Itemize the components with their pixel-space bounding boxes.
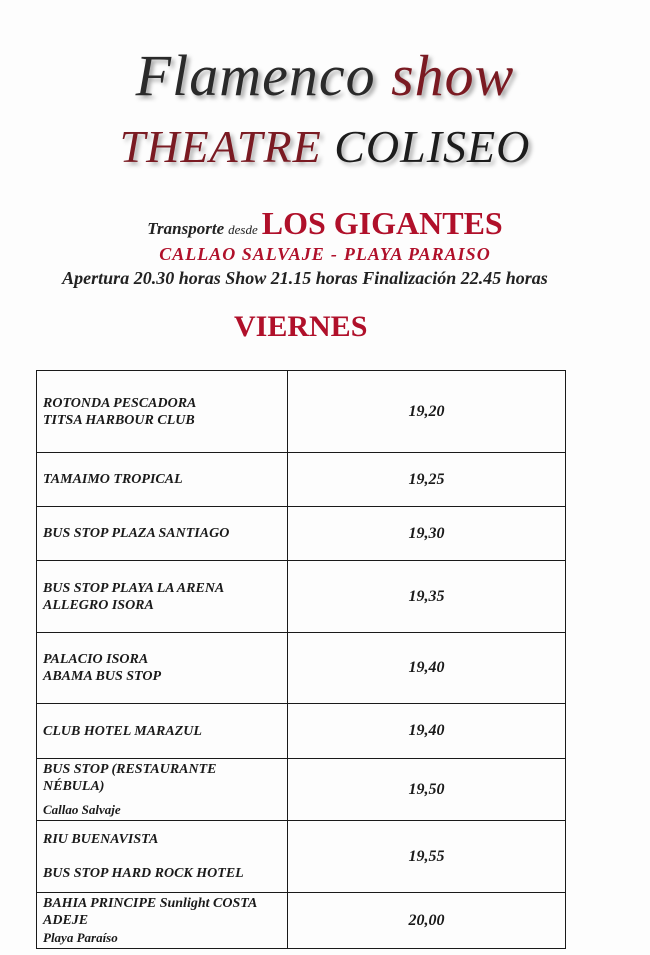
pickup-time: 19,50: [288, 759, 566, 821]
pickup-time: 19,40: [288, 633, 566, 704]
table-row: [37, 704, 566, 759]
show-title: [0, 42, 650, 109]
stop-name: TAMAIMO TROPICAL: [43, 472, 183, 487]
stop-cell: [37, 704, 288, 759]
stop-callao-salvaje: CALLAO SALVAJE: [159, 244, 325, 264]
stop-name: BUS STOP HARD ROCK HOTEL: [43, 866, 244, 881]
stop-name: BAHIA PRINCIPE Sunlight COSTA: [43, 896, 258, 911]
stop-cell: [37, 893, 288, 949]
stop-cell: [37, 561, 288, 633]
transport-label: Transporte: [147, 219, 225, 238]
pickup-time: 19,25: [288, 453, 566, 507]
table-row: [37, 453, 566, 507]
table-row: [37, 893, 566, 949]
stop-name: ADEJE: [43, 913, 89, 928]
table-row: [37, 759, 566, 821]
transport-line: [0, 205, 650, 242]
title-word-flamenco: Flamenco: [135, 43, 376, 108]
show-hours: Apertura 20.30 horas Show 21.15 horas Finalización 22.45 horas: [62, 268, 548, 288]
stop-cell: [37, 821, 288, 893]
transport-origin: LOS GIGANTES: [261, 205, 503, 241]
transport-connector: desde: [228, 222, 258, 237]
stop-name: NÉBULA): [43, 779, 105, 794]
table-row: [37, 561, 566, 633]
venue-title: [0, 120, 650, 173]
day-heading: VIERNES: [234, 310, 368, 343]
stop-note: Playa Paraíso: [43, 930, 118, 945]
pickup-time: 19,40: [288, 704, 566, 759]
stop-cell: [37, 453, 288, 507]
pickup-time: 19,35: [288, 561, 566, 633]
stop-cell: [37, 371, 288, 453]
stops-separator: -: [330, 244, 338, 264]
table-row: [37, 821, 566, 893]
stop-name: ROTONDA PESCADORA: [43, 395, 197, 411]
stop-cell: [37, 507, 288, 561]
stop-name: PALACIO ISORA: [43, 652, 149, 667]
stop-name: RIU BUENAVISTA: [43, 832, 159, 847]
table-row: [37, 633, 566, 704]
stop-name: BUS STOP (RESTAURANTE: [43, 762, 217, 777]
table-row: [37, 507, 566, 561]
stop-name: BUS STOP PLAZA SANTIAGO: [43, 526, 230, 541]
stop-name: ABAMA BUS STOP: [43, 669, 162, 684]
table-row: [37, 371, 566, 453]
stop-name: ALLEGRO ISORA: [43, 597, 154, 613]
pickup-time: 19,20: [288, 371, 566, 453]
venue-word-coliseo: COLISEO: [334, 121, 531, 172]
stop-name: TITSA HARBOUR CLUB: [43, 412, 195, 428]
title-word-show: show: [391, 43, 515, 108]
stops-line: [0, 244, 650, 265]
stop-name: BUS STOP PLAYA LA ARENA: [43, 580, 225, 596]
venue-word-theatre: THEATRE: [119, 121, 322, 172]
schedule-table: [36, 370, 566, 949]
stop-cell: [37, 759, 288, 821]
pickup-time: 20,00: [288, 893, 566, 949]
stop-playa-paraiso: PLAYA PARAISO: [343, 244, 491, 264]
stop-name: CLUB HOTEL MARAZUL: [43, 723, 202, 739]
stop-note: Callao Salvaje: [43, 802, 121, 817]
pickup-time: 19,55: [288, 821, 566, 893]
stop-cell: [37, 633, 288, 704]
pickup-time: 19,30: [288, 507, 566, 561]
